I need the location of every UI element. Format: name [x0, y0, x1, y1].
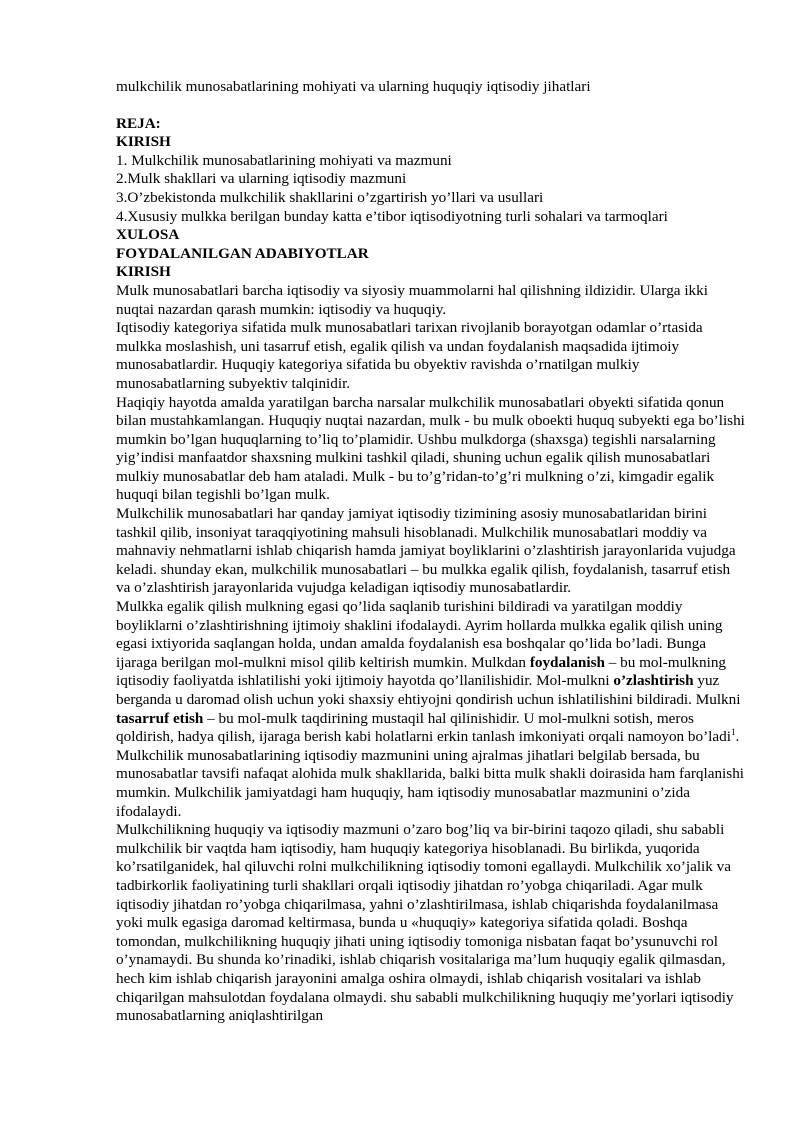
paragraph-2: Iqtisodiy kategoriya sifatida mulk munosabatlari tarixan rivojlanib borayotgan odamlar o’rtasida mulkka moslashish, uni tasarruf etish, egalik qilish va undan foydalanish maqsadida ijtimoiy munosabatlardir. Huquqiy kategoriya sifatida bu obyektiv ravishda o’rnatilgan mulkiy munosabatlarning subyektiv talqinidir.: [116, 319, 703, 392]
plan-item-references: FOYDALANILGAN ADABIYOTLAR: [116, 244, 369, 262]
plan-item-1: 1. Mulkchilik munosabatlarining mohiyati va mazmuni: [116, 151, 452, 169]
intro-heading: KIRISH: [116, 263, 171, 281]
paragraph-1: Mulk munosabatlari barcha iqtisodiy va siyosiy muammolarni hal qilishning ildizidir. Ularga ikki nuqtai nazardan qarash mumkin: iqtisodiy va huquqiy.: [116, 281, 708, 318]
paragraph-5-text-f: .: [735, 728, 740, 746]
paragraph-6: Mulkchilik munosabatlarining iqtisodiy mazmunini uning ajralmas jihatlari belgilab bersada, bu munosabatlar tavsifi nafaqat alohida mulk shakllarida, balki bitta mulk shakli doirasida ham farqlanishi mumkin. Mulkchilik jamiyatdagi ham huquqiy, ham iqtisodiy munosabatlar mazmunini o’zida ifodalaydi.: [116, 746, 745, 820]
plan-item-3: 3.O’zbekistonda mulkchilik shakllarini o’zgartirish yo’llari va usullari: [116, 188, 544, 206]
plan-item-2: 2.Mulk shakllari va ularning iqtisodiy mazmuni: [116, 170, 407, 188]
plan-item-intro: KIRISH: [116, 133, 171, 151]
paragraph-5: [116, 598, 746, 747]
plan-item-4: 4.Xususiy mulkka berilgan bunday katta e’tibor iqtisodiyotning turli sohalari va tarmoqlari: [116, 207, 668, 225]
footnote-marker[interactable]: 1: [730, 727, 736, 738]
document-title: mulkchilik munosabatlarining mohiyati va ularning huquqiy iqtisodiy jihatlari: [116, 78, 591, 95]
plan-item-conclusion: XULOSA: [116, 226, 180, 244]
paragraph-7: Mulkchilikning huquqiy va iqtisodiy mazmuni o’zaro bog’liq va bir-birini taqozo qiladi, shu sababli mulkchilik bir vaqtda ham iqtisodiy, ham huquqiy kategoriya hisoblanadi. Bu birlikda, yuqorida ko’rsatilganidek, hal qiluvchi rolni mulkchilikning iqtisodiy tomoni egallaydi. Mulkchilik xo’jalik va tadbirkorlik faoliyatining turli shakllari orqali iqtisodiy jihatdan ro’yobga chiqariladi. Agar mulk iqtisodiy jihatdan ro’yobga chiqarilmasa, yahni o’zlashtirilmasa, ishlab chiqarishda foydalanilmasa yoki mulk egasiga daromad keltirmasa, bunda u «huquqiy» kategoriya sifatida qoladi. Boshqa tomondan, mulkchilikning huquqiy jihati uning iqtisodiy tomoniga nisbatan faqat bo’ysunuvchi rol o’ynamaydi. Bu shunda ko’rinadiki, ishlab chiqarish vositalariga ma’lum huquqiy egalik qilmasdan, hech kim ishlab chiqarish jarayonini amalga oshira olmaydi, ishlab chiqarish vositalari va ishlab chiqarilgan mahsulotdan foydalana olmaydi. shu sababli mulkchilikning huquqiy me’yorlari iqtisodiy munosabatlarning aniqlashtirilgan: [116, 821, 734, 1025]
document-page: [116, 78, 746, 1026]
paragraph-5-text-d: yuz berganda u daromad olish uchun yoki shaxsiy ehtiyojni qondirish uchun ishlatilishini bildiradi. Mulkni: [116, 672, 741, 708]
paragraph-5-text-c: – bu mol-mulkning iqtisodiy faoliyatda ishlatilishi yoki ijtimoiy hayotda qo’llanilishidir. Mol-mulkni: [116, 653, 727, 690]
paragraph-5-text-e: – bu mol-mulk taqdirining mustaqil hal qilinishidir. U mol-mulkni sotish, meros qoldirish, hadya qilish, ijaraga berish kabi holatlarni erkin tanlash imkoniyati orqali namoyon bo’ladi: [116, 709, 731, 746]
term-foydalanish: foydalanish: [529, 653, 605, 671]
term-tasarruf-etish: tasarruf etish: [116, 709, 204, 727]
plan-heading: REJA:: [116, 114, 161, 132]
term-ozlashtirish: o’zlashtirish: [613, 672, 694, 690]
paragraph-4: Mulkchilik munosabatlari har qanday jamiyat iqtisodiy tizimining asosiy munosabatlaridan birini tashkil qilib, insoniyat taraqqiyotining mahsuli hisoblanadi. Mulkchilik munosabatlari moddiy va mahnaviy nehmatlarni ishlab chiqarish hamda jamiyat boyliklarini o’zlashtirish jarayonlarida vujudga keladi. shunday ekan, mulkchilik munosabatlari – bu mulkka egalik qilish, foydalanish, tasarruf etish va o’zlashtirish jarayonlarida vujudga keladigan iqtisodiy munosabatlardir.: [116, 505, 736, 597]
paragraph-5-text-a: Mulkka egalik qilish mulkning egasi qo’lida saqlanib turishini bildiradi va yaratilgan moddiy boyliklarni o’zlashtirishning ijtimoiy shaklini ifodalaydi. Ayrim hollarda mulkka egalik qilish uning egasi ixtiyorida saqlangan holda, undan amalda foydalanish esa boshqalar qo’lida bo’ladi. Bunga ijaraga berilgan mol-mulkni misol qilib keltirish mumkin. Mulkdan: [116, 598, 723, 671]
paragraph-3: Haqiqiy hayotda amalda yaratilgan barcha narsalar mulkchilik munosabatlari obyekti sifatida qonun bilan mustahkamlangan. Huquqiy nuqtai nazardan, mulk - bu mulk oboekti huquq subyekti ega bo’lishi mumkin bo’lgan huquqlarning to’liq to’plamidir. Ushbu mulkdorga (shaxsga) tegishli narsalarning yig’indisi manfaatdor shaxsning mulkini tashkil qiladi, shuning uchun egalik qilish munosabatlari mulkiy munosabatlar deb ham ataladi. Mulk - bu to’g’ridan-to’g’ri mulkning o’zi, kimgadir egalik huquqi bilan tegishli bo’lgan mulk.: [116, 393, 745, 504]
